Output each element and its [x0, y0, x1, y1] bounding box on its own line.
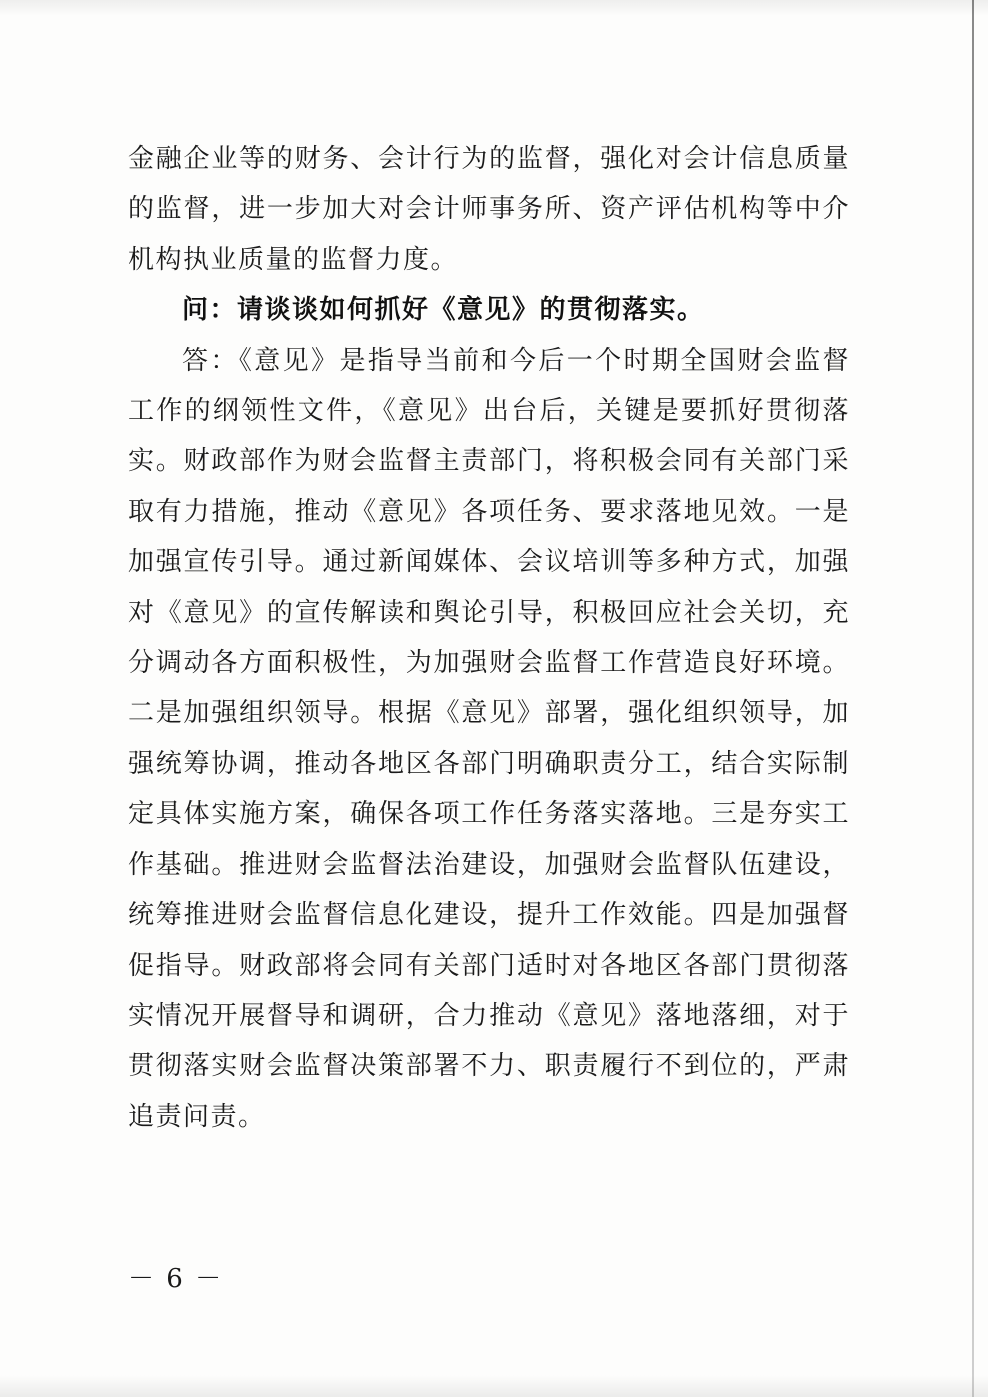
answer-paragraph: 答：《意见》是指导当前和今后一个时期全国财会监督工作的纲领性文件，《意见》出台后，关键是要抓好贯彻落实。财政部作为财会监督主责部门，将积极会同有关部门采取有力措施，推动《意见》各项任务、要求落地见效。一是加强宣传引导。通过新闻媒体、会议培训等多种方式，加强对《意见》的宣传解读和舆论引导，积极回应社会关切，充分调动各方面积极性，为加强财会监督工作营造良好环境。二是加强组织领导。根据《意见》部署，强化组织领导，加强统筹协调，推动各地区各部门明确职责分工，结合实际制定具体实施方案，确保各项工作任务落实落地。三是夯实工作基础。推进财会监督法治建设，加强财会监督队伍建设，统筹推进财会监督信息化建设，提升工作效能。四是加强督促指导。财政部将会同有关部门适时对各地区各部门贯彻落实情况开展督导和调研，合力推动《意见》落地落细，对于贯彻落实财会监督决策部署不力、职责履行不到位的，严肃追责问责。: [128, 345, 850, 1132]
scan-shadow-top: [0, 0, 988, 16]
scan-edge-line: [972, 0, 974, 1397]
question-heading: 问：请谈谈如何抓好《意见》的贯彻落实。: [182, 295, 705, 326]
paragraph-continuation: 金融企业等的财务、会计行为的监督，强化对会计信息质量的监督，进一步加大对会计师事务所、资产评估机构等中介机构执业质量的监督力度。: [128, 144, 850, 275]
scan-shadow-bottom: [0, 1375, 988, 1397]
document-body: [128, 134, 850, 1142]
page-number: － 6 －: [128, 1264, 224, 1294]
